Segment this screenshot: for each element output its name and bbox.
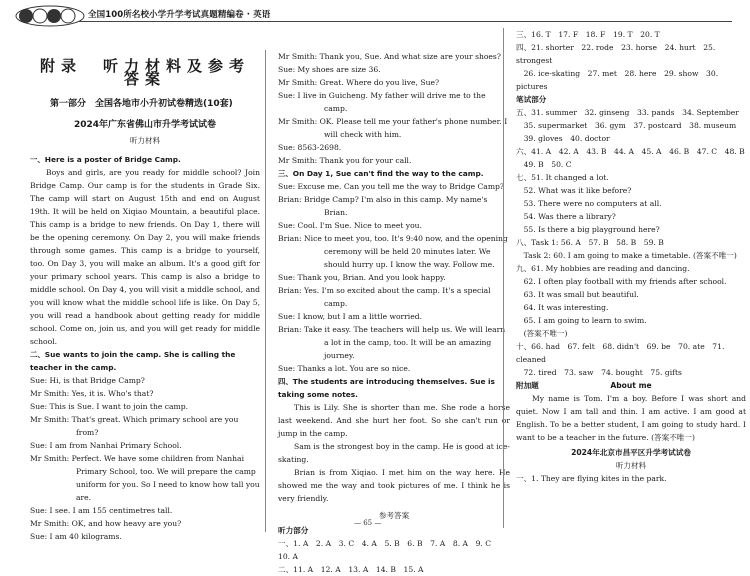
dialogue-line: Brian: Take it easy. The teachers will help us. We will learn a lot in the camp, too. It will be an amazing journey.	[278, 325, 506, 360]
dialogue-line: Mr Smith: Yes, it is. Who's that?	[30, 389, 154, 398]
answer-line: 52. What was it like before?	[516, 186, 632, 195]
page-number: — 65 —	[354, 519, 382, 527]
answer-line: 62. I often play football with my friends after school.	[516, 277, 727, 286]
dialogue-line: Mr Smith: OK, and how heavy are you?	[30, 519, 182, 528]
dialogue-line: Sue: Thank you, Brian. And you look happy.	[278, 273, 446, 282]
appendix-title: 附录 听力材料及参考答案	[39, 57, 250, 88]
dialogue-line: Sue: I know, but I am a little worried.	[278, 312, 423, 321]
exam2-first-line: 一、1. They are flying kites in the park.	[516, 474, 667, 483]
answer-line: 七、51. It changed a lot.	[516, 173, 609, 182]
dialogue-line: Mr Smith: That's great. Which primary school are you from?	[30, 415, 239, 437]
answer-line: 十、66. had 67. felt 68. didn't 69. be 70. ate 71. cleaned	[516, 342, 725, 364]
dialogue-line: Sue: Excuse me. Can you tell me the way to Bridge Camp?	[278, 182, 504, 191]
exam2-listening-label: 听力材料	[615, 461, 647, 470]
answer-line: 六、41. A 42. A 43. B 44. A 45. A 46. B 47. C 48. B	[516, 147, 745, 156]
answer-line: 39. gloves 40. doctor	[516, 134, 610, 143]
essay-text: My name is Tom. I'm a boy. Before I was short and quiet. Now I am tall and thin. I am active. I am good at English. To be a better student, I am going to study hard. I want to be a teacher in the future. (答案不唯一)	[516, 394, 746, 442]
section-4-title: 四、The students are introducing themselves. Sue is taking some notes.	[278, 377, 495, 399]
dialogue-line: Mr Smith: Perfect. We have some children from Nanhai Primary School, too. We will prepare the camp uniform for you. So I need to know how tall you are.	[30, 454, 260, 502]
column-left	[30, 32, 260, 543]
dialogue-line: Brian: Yes. I'm so excited about the camp. It's a special camp.	[278, 286, 491, 308]
dialogue-line: Sue: My shoes are size 36.	[278, 65, 381, 74]
answer-line: 三、16. T 17. F 18. F 19. T 20. T	[516, 30, 660, 39]
header-rule	[78, 21, 732, 22]
answer-line: 二、11. A 12. A 13. A 14. B 15. A	[278, 565, 424, 574]
written-part-label: 笔试部分	[516, 95, 547, 104]
listening-part-label: 听力部分	[278, 526, 309, 535]
answer-line: 54. Was there a library?	[516, 212, 616, 221]
section-4-para: Sam is the strongest boy in the camp. He is good at ice-skating.	[278, 442, 510, 464]
section-1-text: Boys and girls, are you ready for middle school? Join Bridge Camp. Our camp is for the students in Grade Six. The camp will start on August 15th and end on August 19th. It will be held on Xiqiao Mountain, a beautiful place. This camp is a bridge to new friends. On Day 1, there will be the opening ceremony. On Day 2, you will make friends through some games. This camp is a bridge to yourself, too. On Day 3, you will make an album. It's a good gift for your primary school years. This camp is also a bridge to middle school. On Day 4, you will visit a middle school, and you will know what the middle school life is like. On Day 5, you will read a handbook about getting ready for middle school. Come on, join us, and you will get ready for middle school.	[30, 168, 260, 346]
dialogue-line: Mr Smith: Thank you for your call.	[278, 156, 412, 165]
section-2-title: 二、Sue wants to join the camp. She is calling the teacher in the camp.	[30, 350, 236, 372]
exam-title: 2024年广东省佛山市升学考试试卷	[73, 120, 217, 130]
dialogue-line: Mr Smith: OK. Please tell me your father's phone number. I will check with him.	[278, 117, 508, 139]
dialogue-line: Sue: 8563-2698.	[278, 143, 342, 152]
answer-line: 63. It was small but beautiful.	[516, 290, 639, 299]
dialogue-line: Sue: I live in Guicheng. My father will drive me to the camp.	[278, 91, 486, 113]
answer-line: 55. Is there a big playground here?	[516, 225, 660, 234]
column-right	[503, 28, 746, 528]
answer-line: 35. supermarket 36. gym 37. postcard 38. museum	[516, 121, 737, 130]
dialogue-line: Brian: Bridge Camp? I'm also in this camp. My name's Brian.	[278, 195, 488, 217]
answer-line: 53. There were no computers at all.	[516, 199, 662, 208]
answer-line: 四、21. shorter 22. rode 23. horse 24. hurt 25. strongest	[516, 43, 716, 65]
dialogue-line: Mr Smith: Great. Where do you live, Sue?	[278, 78, 440, 87]
dialogue-line: Sue: I am 40 kilograms.	[30, 532, 122, 541]
dialogue-line: Sue: Cool. I'm Sue. Nice to meet you.	[278, 221, 422, 230]
essay-title: About me	[610, 381, 652, 390]
answer-line: 65. I am going to learn to swim.	[516, 316, 647, 325]
dialogue-line: Sue: I see. I am 155 centimetres tall.	[30, 506, 173, 515]
section-3-title: 三、On Day 1, Sue can't find the way to the camp.	[278, 169, 484, 178]
extra-question-label: 附加题	[516, 381, 539, 390]
answer-line: 72. tired 73. saw 74. bought 75. gifts	[516, 368, 682, 377]
column-middle	[265, 50, 510, 574]
section-4-para: This is Lily. She is shorter than me. She rode a horse last weekend. And she hurt her foot. So she can't run or jump in the camp.	[278, 403, 510, 438]
answer-line: 49. B 50. C	[516, 160, 572, 169]
answer-line: Task 2: 60. I am going to make a timetable. (答案不唯一)	[516, 251, 737, 260]
page-header	[0, 0, 750, 30]
answer-line: 一、1. A 2. A 3. C 4. A 5. B 6. B 7. A 8. A 9. C 10. A	[278, 539, 499, 561]
dialogue-line: Brian: Nice to meet you, too. It's 9:40 now, and the opening ceremony will be held 20 minutes later. We should hurry up. I know the way. Follow me.	[278, 234, 508, 269]
answer-line: 九、61. My hobbies are reading and dancing.	[516, 264, 690, 273]
reference-answer-label: 参考答案	[378, 511, 410, 520]
series-logo	[14, 4, 86, 28]
answer-line: 八、Task 1: 56. A 57. B 58. B 59. B	[516, 238, 664, 247]
dialogue-line: Sue: Thanks a lot. You are so nice.	[278, 364, 411, 373]
answer-line: 五、31. summer 32. ginseng 33. pands 34. September	[516, 108, 739, 117]
extra-question-row	[516, 379, 746, 392]
dialogue-line: Sue: Hi, is that Bridge Camp?	[30, 376, 145, 385]
dialogue-line: Sue: I am from Nanhai Primary School.	[30, 441, 182, 450]
listening-material-label: 听力材料	[129, 136, 161, 145]
part-title: 第一部分 全国各地市小升初试卷精选(10套)	[50, 99, 233, 109]
section-4-para: Brian is from Xiqiao. I met him on the way here. He showed me the way and took pictures of me. I think he is very friendly.	[278, 468, 510, 503]
answer-line: 64. It was interesting.	[516, 303, 609, 312]
dialogue-line: Mr Smith: Thank you, Sue. And what size are your shoes?	[278, 52, 501, 61]
answer-line: (答案不唯一)	[516, 329, 568, 338]
exam2-title: 2024年北京市昌平区升学考试试卷	[571, 448, 691, 457]
section-1-title: 一、Here is a poster of Bridge Camp.	[30, 155, 181, 164]
dialogue-line: Sue: This is Sue. I want to join the camp.	[30, 402, 189, 411]
header-title: 全国100所名校小学升学考试真题精编卷 · 英语	[88, 10, 271, 20]
answer-line: 26. ice-skating 27. met 28. here 29. show 30. pictures	[516, 69, 719, 91]
